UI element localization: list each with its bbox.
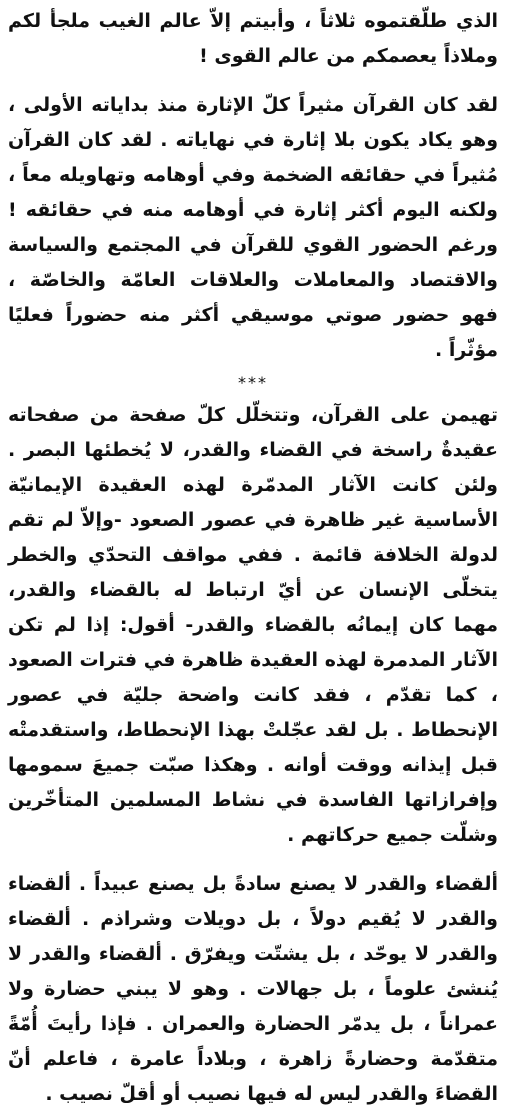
paragraph-3: تهيمن على القرآن، وتتخلّل كلّ صفحة من صفحاته عقيدةٌ راسخة في القضاء والقدر، لا يُخطئها البصر . ولئن كانت الآثار المدمّرة لهذه العقيدة الإيمانيّة الأساسية غير ظاهرة في عصور الصعود -وإلاّ لم تقم لدولة الخلافة قائمة . ففي مواقف التحدّي والخطر يتخلّى الإنسان عن أيّ ارتباط له بالقضاء والقدر، مهما كان إيمانُه بالقضاء والقدر- أقول: إذا لم تكن الآثار المدمرة لهذه العقيدة ظاهرة في فترات الصعود ، كما تقدّم ، فقد كانت واضحة جليّة في عصور الإنحطاط . بل لقد عجّلتْ بهذا الإنحطاط، واستقدمتْه قبل إيذانه ووقت أوانه . وهكذا صبّت جميعَ سمومها وإفرازاتها الفاسدة في نشاط المسلمين المتأخّرين وشلّت جميع حركاتهم .	[8, 404, 498, 846]
section-separator: ***	[238, 373, 268, 392]
paragraph-1: الذي طلّقتموه ثلاثاً ، وأبيتم إلاّ عالم الغيب ملجأ لكم وملاذاً يعصمكم من عالم القوى !	[8, 10, 498, 67]
paragraph-2: لقد كان القرآن مثيراً كلّ الإثارة منذ بداياته الأولى ، وهو يكاد يكون بلا إثارة في نهاياته . لقد كان القرآن مُثيراً في حقائقه الضخمة وفي أوهامه وتهاويله معاً ، ولكنه اليوم أكثر إثارة في أوهامه منه في حقائقه ! ورغم الحضور القوي للقرآن في المجتمع والسياسة والاقتصاد والمعاملات والعلاقات العامّة والخاصّة ، فهو حضور صوتي موسيقي أكثر منه حضوراً فعليًا مؤثّراً .	[8, 94, 498, 361]
paragraph-4: ألقضاء والقدر لا يصنع سادةً بل يصنع عبيداً . ألقضاء والقدر لا يُقيم دولاً ، بل دويلات وشراذم . ألقضاء والقدر لا يوحّد ، بل يشتّت ويفرّق . ألقضاء والقدر لا يُنشئ علوماً ، بل جهالات . وهو لا يبني حضارة ولا عمراناً ، بل يدمّر الحضارة والعمران . فإذا رأيتَ أُمّةً متقدّمة وحضارةً زاهرة ، وبلاداً عامرة ، فاعلم أنّ القضاءَ والقدر ليس له فيها نصيب أو أقلّ نصيب .	[8, 873, 498, 1105]
